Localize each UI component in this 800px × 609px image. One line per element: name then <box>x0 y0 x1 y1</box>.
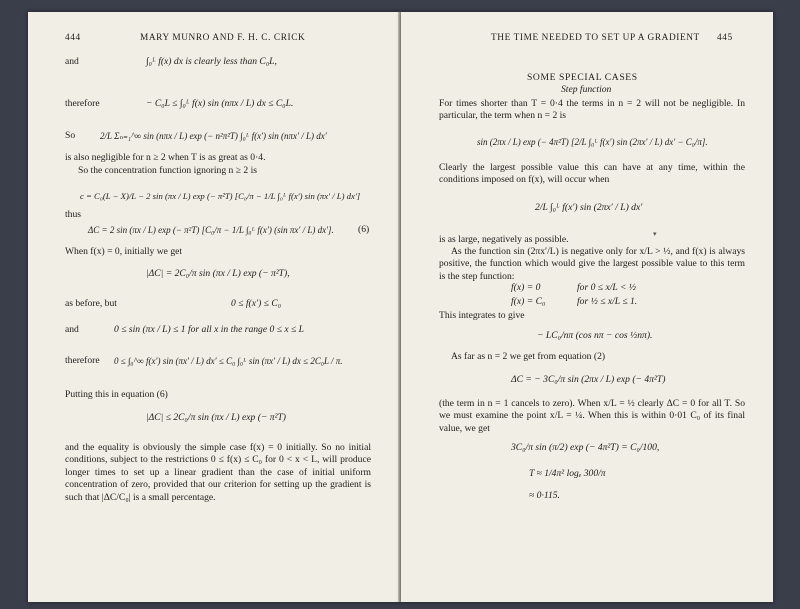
text-line: As far as n = 2 we get from equation (2) <box>451 351 606 362</box>
ink-speck: ▾ <box>653 230 657 238</box>
equation: T ≈ 1/4π² logₑ 300/π <box>529 468 606 479</box>
equation: 0 ≤ sin (πx / L) ≤ 1 for all x in the range 0 ≤ x ≤ L <box>114 324 305 335</box>
equation: |ΔC| ≤ 2C₀/π sin (πx / L) exp (− π²T) <box>146 412 287 423</box>
page-number: 444 <box>65 33 81 43</box>
text-line: When f(x) = 0, initially we get <box>65 246 183 257</box>
equation: ∫₀ᴸ f(x) dx is clearly less than C₀L, <box>146 56 277 67</box>
equation: 2/L Σₙ₌₁^∞ sin (nπx / L) exp (− n²π²T) ∫₀ᴸ f(x′) sin (nπx′ / L) dx′ <box>100 131 327 141</box>
equation: − LC₀/nπ (cos nπ − cos ½nπ). <box>537 330 653 341</box>
text-line: as before, but <box>65 298 117 309</box>
equation: 3C₀/π sin (π/2) exp (− 4π²T) = C₀/100, <box>511 442 660 453</box>
equation: f(x) = C₀ <box>511 296 546 307</box>
text-line: This integrates to give <box>439 310 525 321</box>
text-line: is also negligible for n ≥ 2 when T is as great as 0·4. <box>65 152 266 163</box>
equation: − C₀L ≤ ∫₀ᴸ f(x) sin (nπx / L) dx ≤ C₀L. <box>146 98 294 109</box>
equation: ΔC = − 3C₀/π sin (2πx / L) exp (− 4π²T) <box>511 374 666 385</box>
equation-number: (6) <box>358 224 370 235</box>
equation: for ½ ≤ x/L ≤ 1. <box>577 296 638 307</box>
equation: ≈ 0·115. <box>529 490 560 501</box>
text-line: thus <box>65 209 81 220</box>
page-number: 445 <box>717 33 733 43</box>
paragraph: As the function sin (2πx′/L) is negative only for x/L > ½, and f(x) is always positive, the function which would give the largest possible value to this term is the step function: <box>439 246 745 282</box>
equation: for 0 ≤ x/L < ½ <box>577 282 637 293</box>
equation: ΔC = 2 sin (πx / L) exp (− π²T) [C₀/π − 1/L ∫₀ᴸ f(x′) (sin πx′ / L) dx′]. <box>88 225 334 235</box>
text-line: So the concentration function ignoring n ≥ 2 is <box>78 165 257 176</box>
equation: 2/L ∫₀ᴸ f(x′) sin (2πx′ / L) dx′ <box>535 202 643 213</box>
paragraph: For times shorter than T = 0·4 the terms in n = 2 will not be negligible. In particular, the term when n = 2 is <box>439 98 745 122</box>
equation: c = C₀(L − X)/L − 2 sin (πx / L) exp (− π²T) [C₀/π − 1/L ∫₀ᴸ f(x′) sin (πx′ / L) dx′] <box>80 191 361 201</box>
text-line: is as large, negatively as possible. <box>439 234 569 245</box>
paragraph: (the term in n = 1 cancels to zero). When x/L = ½ clearly ΔC = 0 for all T. So we must examine the point x/L = ¼. When this is within 0·01 C₀ of its final value, we get <box>439 398 745 434</box>
running-head: THE TIME NEEDED TO SET UP A GRADIENT <box>491 33 700 43</box>
right-page <box>401 12 773 602</box>
text-line: So <box>65 130 76 141</box>
section-title: SOME SPECIAL CASES <box>527 72 638 83</box>
text-line: and <box>65 56 79 67</box>
text-line: Putting this in equation (6) <box>65 389 168 400</box>
equation: |ΔC| = 2C₀/π sin (πx / L) exp (− π²T), <box>146 268 290 279</box>
equation: f(x) = 0 <box>511 282 541 293</box>
equation: sin (2πx / L) exp (− 4π²T) [2/L ∫₀ᴸ f(x′) sin (2πx′ / L) dx′ − C₀/π]. <box>477 137 708 147</box>
equation: 0 ≤ ∫₀^∞ f(x′) sin (πx′ / L) dx′ ≤ C₀ ∫₀ᴸ sin (πx′ / L) dx ≤ 2C₀L / π. <box>114 356 343 366</box>
running-head: MARY MUNRO AND F. H. C. CRICK <box>140 33 306 43</box>
paragraph: Clearly the largest possible value this can have at any time, within the conditions imposed on f(x), will occur when <box>439 162 745 186</box>
equation: 0 ≤ f(x′) ≤ C₀ <box>231 298 282 309</box>
subsection-title: Step function <box>561 84 612 95</box>
paragraph: and the equality is obviously the simple case f(x) = 0 initially. So no initial conditions, subject to the restrictions 0 ≤ f(x) ≤ C₀ for 0 < x < L, will produce longer times to set up a linear gradient than the case of initial uniform concentration of zero, provided that our criterion for setting up the gradient is such that |ΔC/C₀| is a small percentage. <box>65 442 371 503</box>
text-line: therefore <box>65 98 100 109</box>
text-line: and <box>65 324 79 335</box>
left-page <box>28 12 400 602</box>
text-line: therefore <box>65 355 100 366</box>
